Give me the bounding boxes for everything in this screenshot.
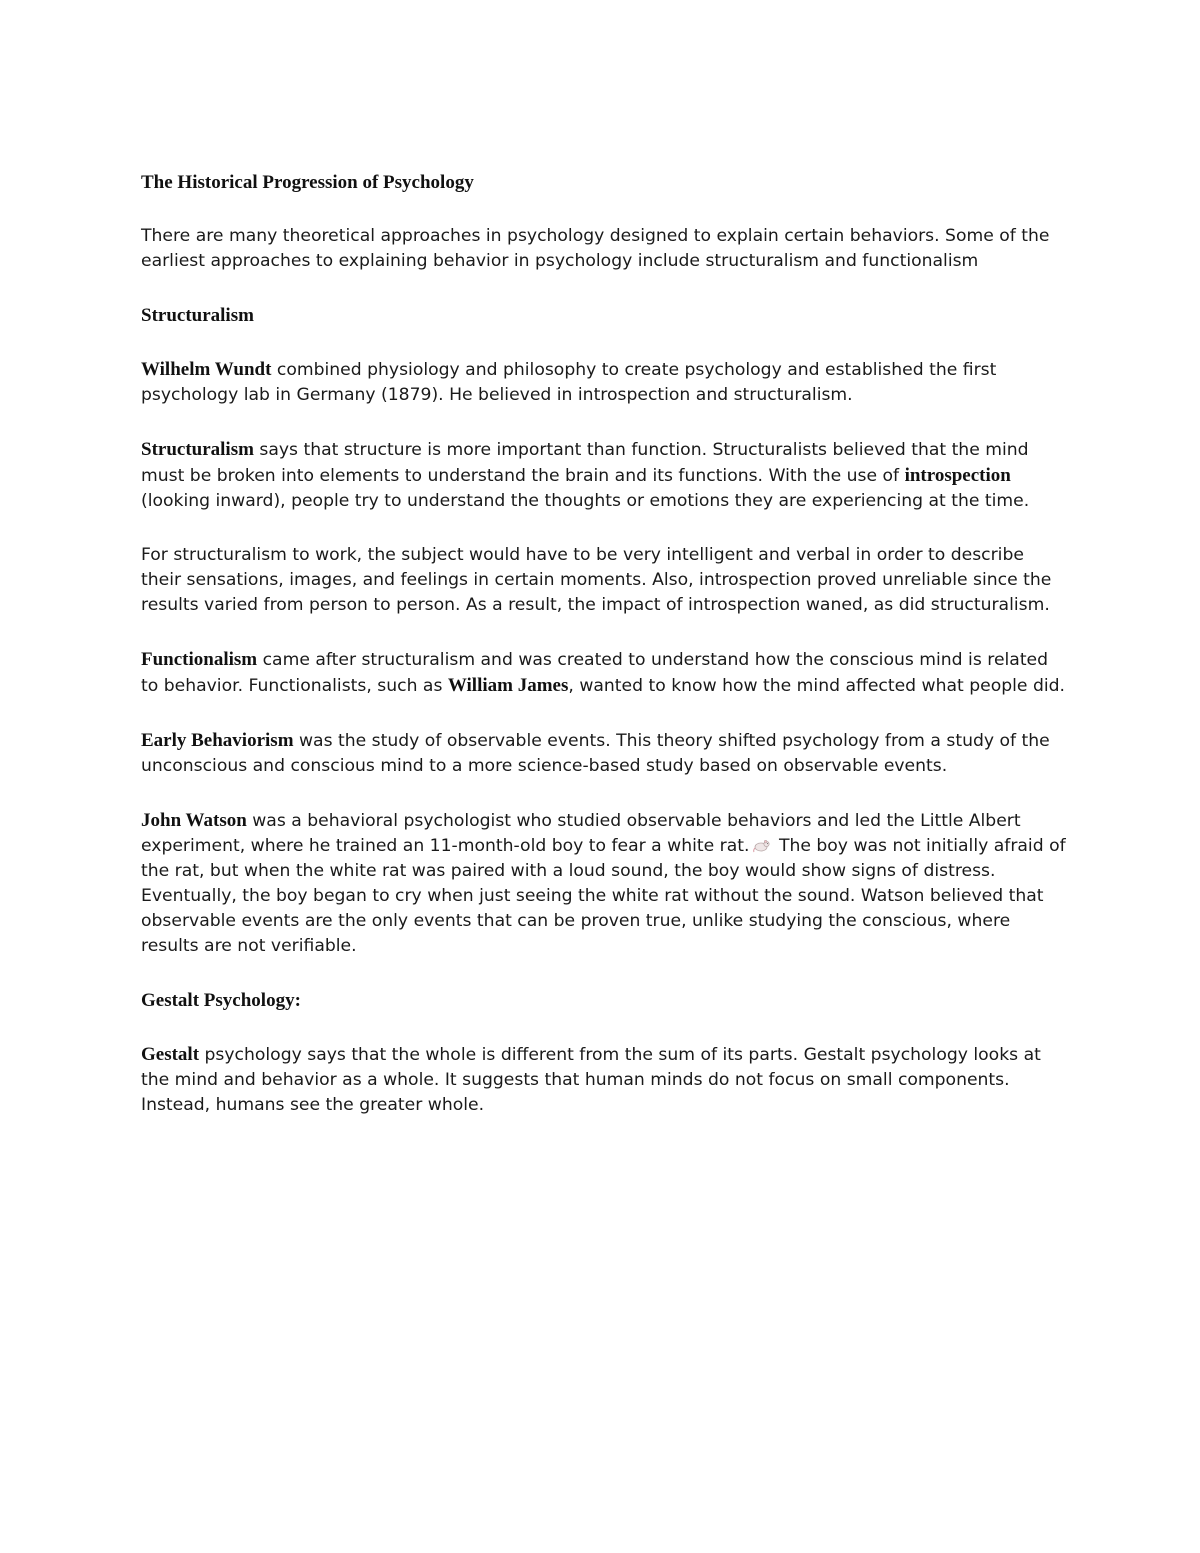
rat-icon [753, 836, 771, 854]
wundt-paragraph [141, 357, 1066, 408]
gestalt-text: psychology says that the whole is different from the sum of its parts. Gestalt psychology looks at the mind and behavior as a whole. It suggests that human minds do not focus on small components. Instead, humans see the greater whole. [141, 1045, 1041, 1115]
functionalism-paragraph [141, 647, 1066, 699]
watson-text-a: was a behavioral psychologist who studied observable behaviors and led the Little Albert experiment, where he trained an 11-month-old boy to fear a white rat. [141, 811, 1021, 856]
introspection-term: introspection [904, 465, 1011, 486]
document-title: The Historical Progression of Psychology [141, 172, 474, 193]
wundt-text: combined physiology and philosophy to create psychology and established the first psychology lab in Germany (1879). He believed in introspection and structuralism. [141, 360, 997, 405]
functionalism-text-a: came after structuralism and was created to understand how the conscious mind is related to behavior. Functionalists, such as [141, 650, 1049, 696]
gestalt-paragraph [141, 1042, 1066, 1118]
structuralism-definition-paragraph [141, 437, 1066, 514]
functionalism-text-b: , wanted to know how the mind affected what people did. [568, 676, 1066, 696]
william-james-term: William James [447, 675, 569, 696]
watson-paragraph [141, 808, 1066, 959]
watson-term: John Watson [141, 810, 247, 831]
watson-text-b: The boy was not initially afraid of the rat, but when the white rat was paired with a loud sound, the boy would show signs of distress. Eventually, the boy began to cry when just seeing the white rat without the sound. Watson believed that observable events are the only events that can be proven true, unlike studying the conscious, where results are not verifiable. [141, 836, 1066, 956]
document-body [141, 170, 1066, 1147]
behaviorism-text: was the study of observable events. This theory shifted psychology from a study of the unconscious and conscious mind to a more science-based study based on observable events. [141, 731, 1050, 776]
functionalism-term: Functionalism [141, 649, 258, 670]
intro-paragraph: There are many theoretical approaches in psychology designed to explain certain behaviors. Some of the earliest approaches to explaining behavior in psychology include structuralism and functionalism [141, 226, 1050, 271]
behaviorism-term: Early Behaviorism [141, 730, 294, 751]
wundt-term: Wilhelm Wundt [141, 359, 272, 380]
structuralism-term: Structuralism [141, 439, 254, 460]
structuralism-text-a: says that structure is more important than function. Structuralists believed that the mind must be broken into elements to understand the brain and its functions. With the use of [141, 440, 1029, 486]
structuralism-text-b: (looking inward), people try to understand the thoughts or emotions they are experiencing at the time. [141, 491, 1030, 511]
gestalt-heading: Gestalt Psychology: [141, 990, 301, 1011]
behaviorism-paragraph [141, 728, 1066, 779]
structuralism-heading: Structuralism [141, 305, 254, 326]
gestalt-term: Gestalt [141, 1044, 200, 1065]
structuralism-limits-paragraph: For structuralism to work, the subject would have to be very intelligent and verbal in order to describe their sensations, images, and feelings in certain moments. Also, introspection proved unreliable since the results varied from person to person. As a result, the impact of introspection waned, as did structuralism. [141, 545, 1052, 615]
